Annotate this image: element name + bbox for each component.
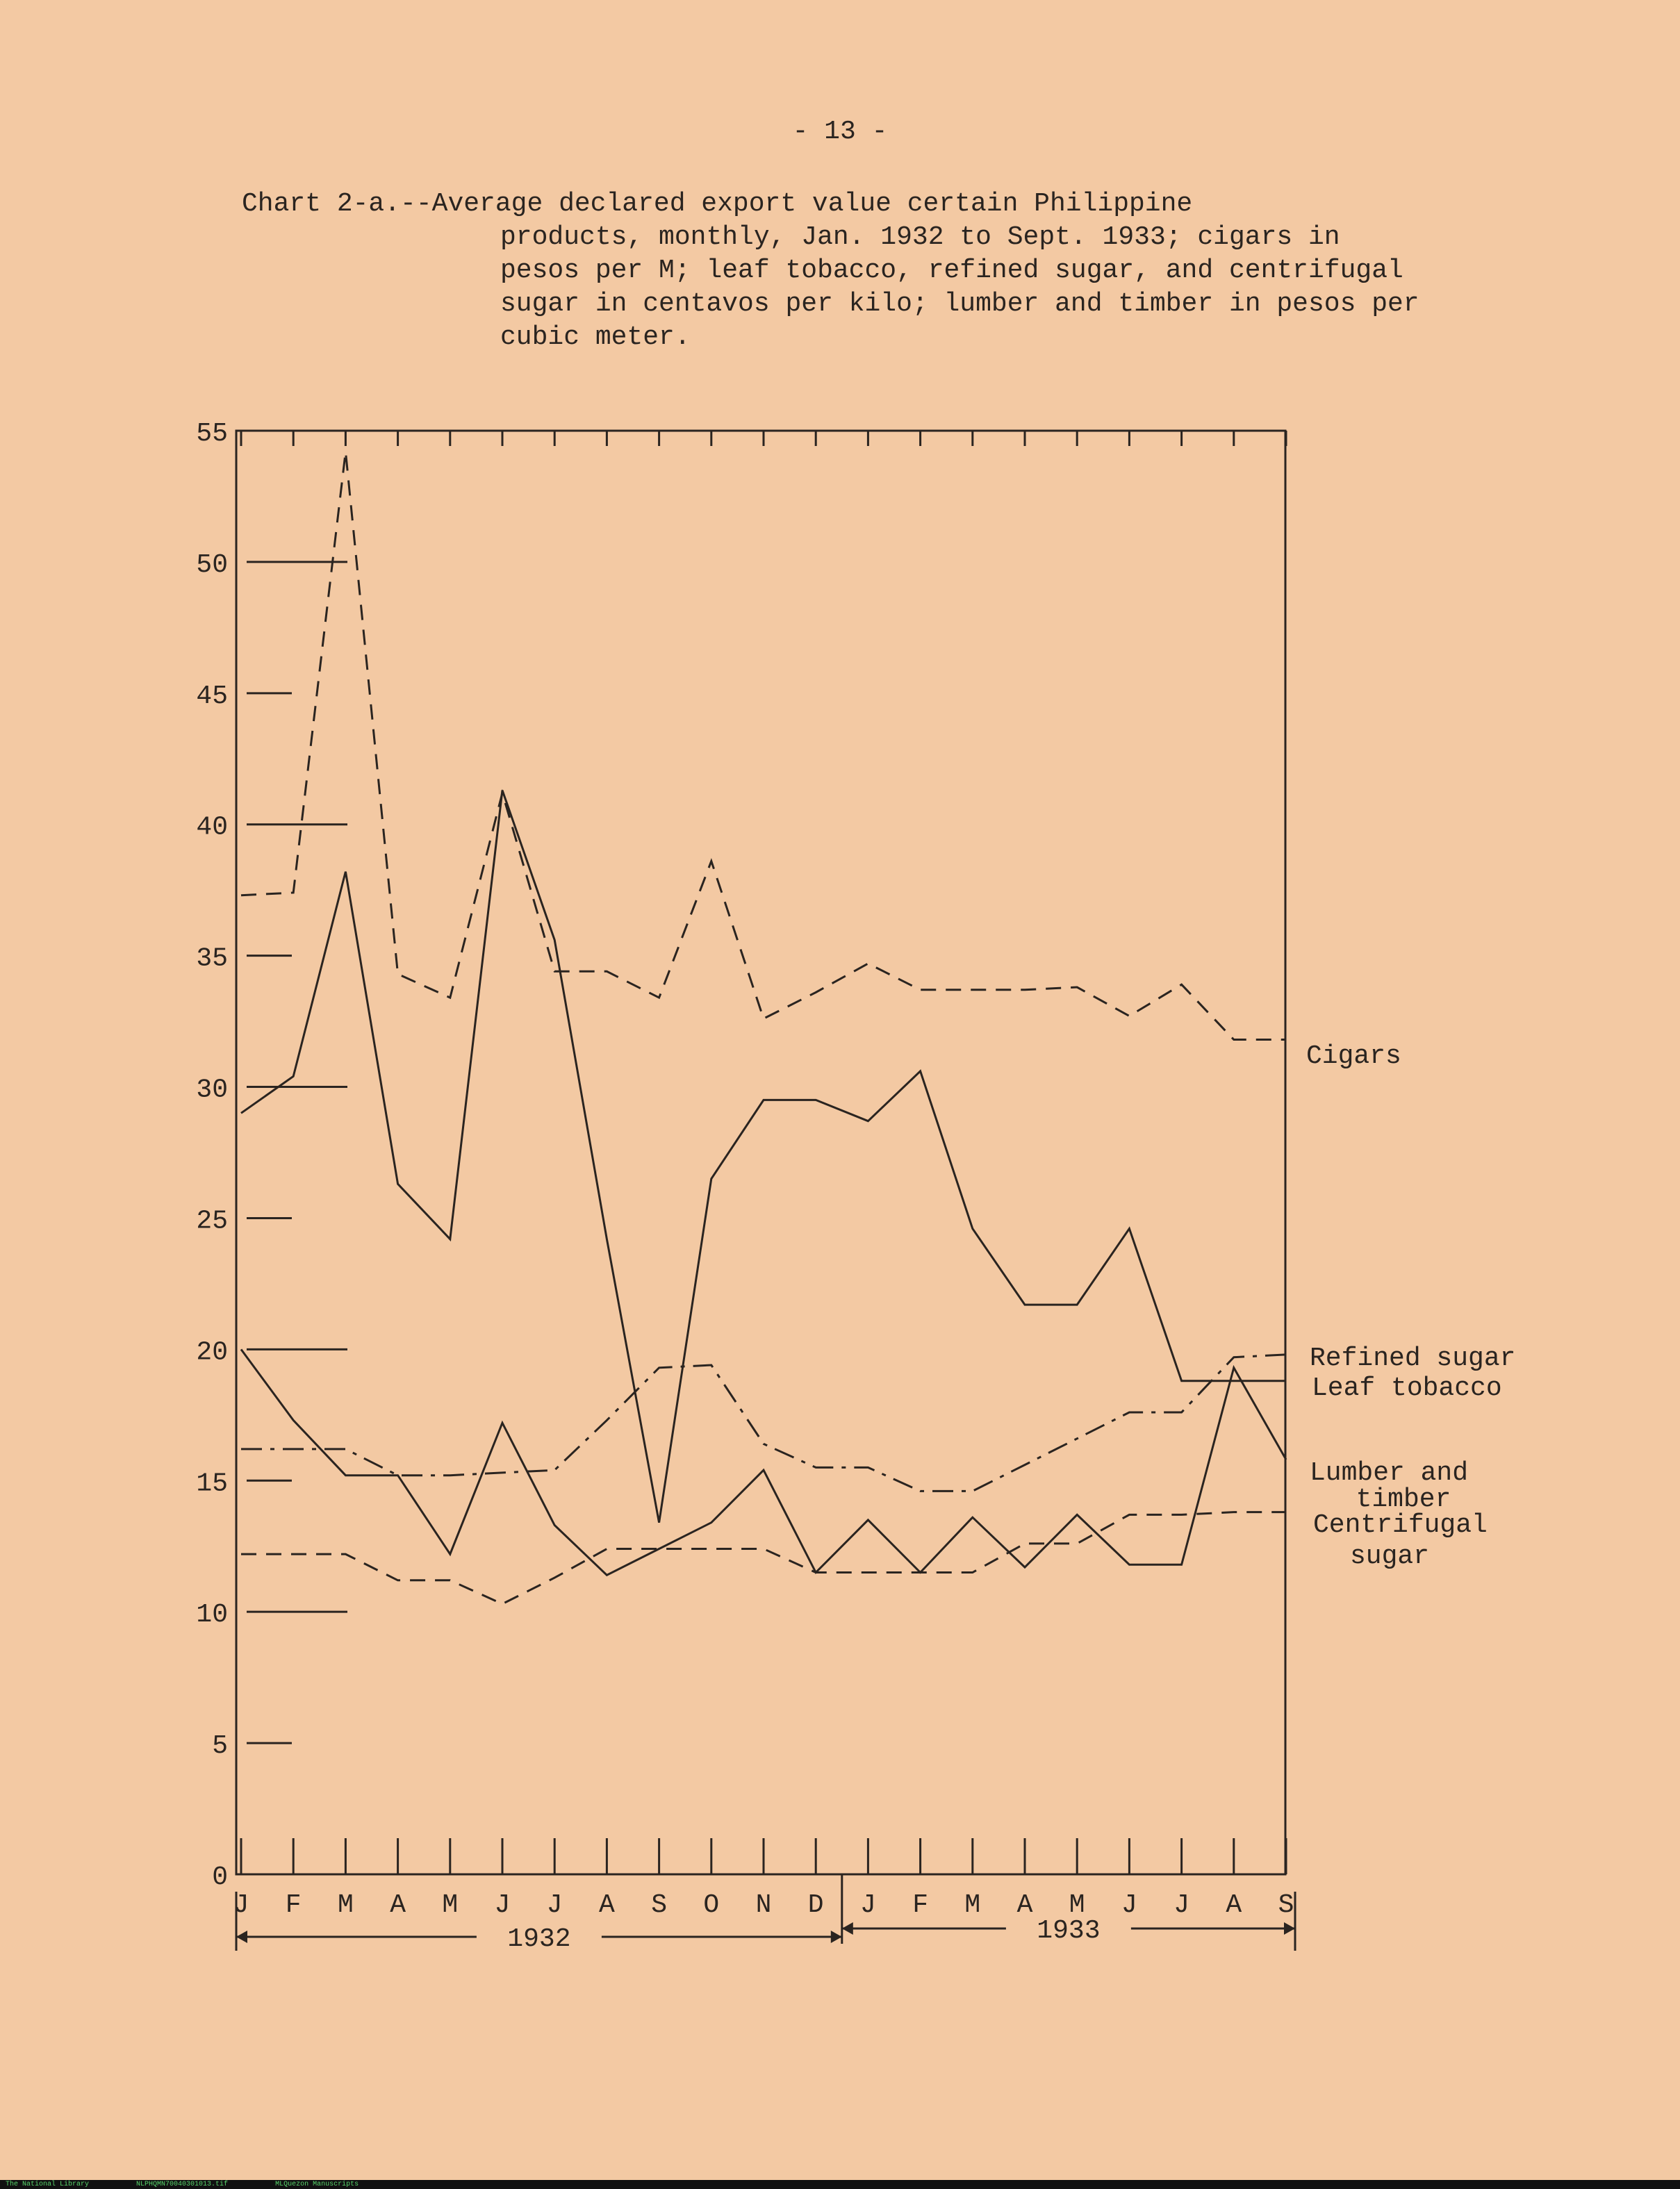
legend-label-centrifugal-sugar: Centrifugal <box>1313 1510 1488 1540</box>
x-axis <box>233 1838 1295 1954</box>
x-tick-label: M <box>337 1890 354 1920</box>
y-tick-label: 20 <box>196 1337 228 1368</box>
scan-footer <box>0 2180 1680 2189</box>
series-line-cigars <box>241 452 1286 1039</box>
caption-continuation: products, monthly, Jan. 1932 to Sept. 1933; cigars in pesos per M; leaf tobacco, refined sugar, and centrifugal sugar in centavos per kilo; lumber and timber in pesos per cubic meter. <box>500 222 1419 352</box>
series-layer <box>241 452 1286 1604</box>
legend-label-refined-sugar: Refined sugar <box>1310 1344 1516 1373</box>
y-tick-label: 45 <box>196 681 228 711</box>
series-line-centrifugal-sugar <box>241 1512 1286 1604</box>
x-tick-label: J <box>494 1890 511 1920</box>
x-tick-label: M <box>964 1890 981 1920</box>
footer-collection: MLQuezon Manuscripts <box>275 2181 359 2188</box>
y-tick-label: 25 <box>196 1206 228 1237</box>
y-tick-label: 0 <box>212 1862 228 1892</box>
arrowhead <box>831 1931 842 1943</box>
plot-frame <box>236 431 1286 1874</box>
x-tick-label: J <box>546 1890 563 1920</box>
legend-labels <box>1306 1041 1515 1571</box>
x-tick-label: F <box>912 1890 929 1920</box>
x-tick-label: O <box>703 1890 720 1920</box>
x-tick-label: M <box>442 1890 459 1920</box>
legend-label-leaf-tobacco: Leaf tobacco <box>1312 1373 1502 1403</box>
x-tick-label: N <box>755 1890 772 1920</box>
arrowhead <box>1284 1922 1295 1935</box>
y-tick-label: 5 <box>212 1731 228 1762</box>
x-tick-label: A <box>390 1890 406 1920</box>
x-tick-label: A <box>1226 1890 1242 1920</box>
arrowhead <box>236 1931 247 1943</box>
arrowhead <box>842 1922 853 1935</box>
legend-label-lumber-and-timber: timber <box>1356 1485 1451 1514</box>
y-axis <box>196 419 347 1892</box>
x-tick-label: S <box>1278 1890 1294 1920</box>
x-tick-label: J <box>233 1890 249 1920</box>
year-label-1932: 1932 <box>507 1924 571 1954</box>
x-tick-label: S <box>651 1890 668 1920</box>
legend-label-centrifugal-sugar: sugar <box>1349 1542 1430 1571</box>
y-tick-label: 15 <box>196 1469 228 1499</box>
x-tick-label: A <box>598 1890 615 1920</box>
legend-label-cigars: Cigars <box>1306 1041 1401 1071</box>
y-tick-label: 55 <box>196 419 228 449</box>
y-tick-label: 35 <box>196 943 228 974</box>
y-tick-label: 50 <box>196 550 228 580</box>
caption-first-line: Chart 2-a.--Average declared export value certain Philippine <box>242 189 1193 219</box>
x-tick-label: J <box>1173 1890 1190 1920</box>
footer-library: The National Library <box>6 2181 90 2188</box>
y-tick-label: 10 <box>196 1600 228 1630</box>
y-tick-label: 30 <box>196 1075 228 1105</box>
x-tick-label: J <box>1121 1890 1137 1920</box>
x-tick-label: J <box>859 1890 876 1920</box>
legend-label-lumber-and-timber: Lumber and <box>1310 1458 1469 1488</box>
page-number: - 13 - <box>792 117 888 147</box>
footer-file: NLPHQMN70040301013.tif <box>136 2181 229 2188</box>
x-tick-label: F <box>285 1890 302 1920</box>
x-tick-label: D <box>807 1890 824 1920</box>
x-tick-label: M <box>1069 1890 1085 1920</box>
series-line-lumber-and-timber <box>241 1349 1286 1575</box>
x-tick-label: A <box>1016 1890 1033 1920</box>
year-label-1933: 1933 <box>1037 1916 1101 1946</box>
y-tick-label: 40 <box>196 812 228 843</box>
